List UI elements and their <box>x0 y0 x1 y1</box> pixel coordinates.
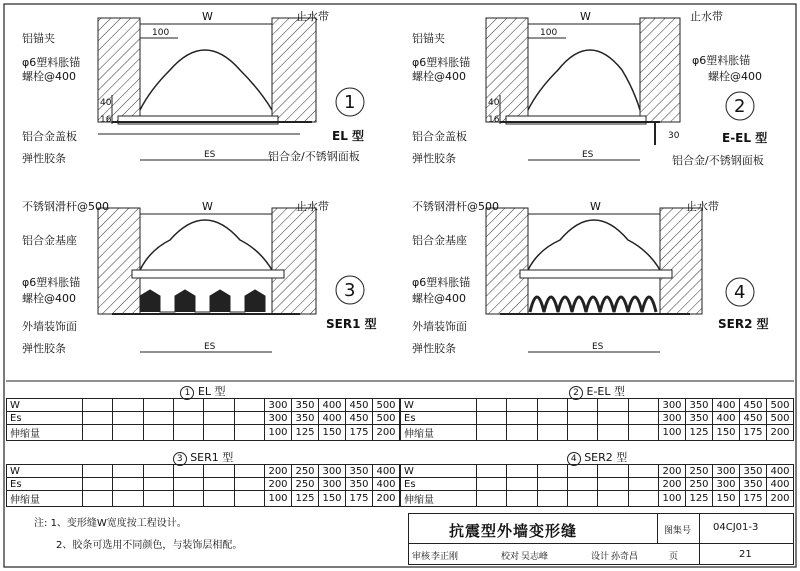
label-base: 铝合金基座 <box>22 234 77 247</box>
empty-cell <box>507 491 537 507</box>
label-anchor: φ6塑料胀锚 <box>412 56 471 69</box>
circle-number: 4 <box>734 282 746 303</box>
empty-cell <box>113 478 143 491</box>
dim-es: ES <box>204 150 216 160</box>
value-cell: 400 <box>767 478 794 491</box>
diagram-el <box>98 18 364 160</box>
value-cell: 250 <box>686 465 713 478</box>
value-cell: 450 <box>740 412 767 425</box>
value-cell: 200 <box>373 491 400 507</box>
value-cell: 400 <box>319 399 346 412</box>
note-text: 1、变形缝W宽度按工程设计。 <box>50 518 187 529</box>
value-cell: 500 <box>767 412 794 425</box>
design-name: 孙奇昌 <box>611 552 639 562</box>
title-text: SER2 型 <box>584 451 628 464</box>
value-cell: 400 <box>373 478 400 491</box>
label-bolt: 螺栓@400 <box>412 292 466 305</box>
empty-cell <box>628 425 658 441</box>
empty-cell <box>83 399 113 412</box>
atlas-number: 04CJ01-3 <box>713 522 759 533</box>
type-label: SER2 型 <box>718 317 769 331</box>
empty-cell <box>113 465 143 478</box>
title-text: EL 型 <box>197 385 226 398</box>
empty-cell <box>173 412 203 425</box>
spec-table-eel <box>400 398 794 441</box>
empty-cell <box>537 399 567 412</box>
table-row <box>7 399 400 412</box>
label-bolt: 螺栓@400 <box>22 70 76 83</box>
table-row <box>401 425 794 441</box>
value-cell: 200 <box>767 491 794 507</box>
dim-40: 40 <box>488 98 500 108</box>
empty-cell <box>234 425 264 441</box>
empty-cell <box>173 399 203 412</box>
dim-16: 16 <box>488 115 500 125</box>
value-cell: 150 <box>713 425 740 441</box>
diagram-eel <box>486 18 754 160</box>
label-anchor: φ6塑料胀锚 <box>412 276 471 289</box>
label-panel: 铝合金/不锈钢面板 <box>672 154 764 167</box>
empty-cell <box>204 399 234 412</box>
value-cell: 300 <box>713 465 740 478</box>
empty-cell <box>143 465 173 478</box>
empty-cell <box>628 412 658 425</box>
label-waterstop: 止水带 <box>686 200 719 213</box>
empty-cell <box>598 478 628 491</box>
value-cell: 300 <box>319 478 346 491</box>
dim-w: W <box>202 200 213 213</box>
waterstop <box>140 50 272 110</box>
empty-cell <box>567 399 597 412</box>
empty-cell <box>537 478 567 491</box>
table-row <box>401 491 794 507</box>
empty-cell <box>537 412 567 425</box>
table-row <box>401 465 794 478</box>
atlas-label: 图集号 <box>664 526 692 536</box>
circle-number: 1 <box>344 92 356 113</box>
page-label: 页 <box>669 552 679 562</box>
empty-cell <box>204 465 234 478</box>
value-cell: 300 <box>713 478 740 491</box>
base-rail <box>132 270 284 278</box>
row-label: W <box>401 465 477 478</box>
review-name: 李正刚 <box>431 552 459 562</box>
table-row <box>401 399 794 412</box>
row-label: W <box>7 399 83 412</box>
notes <box>34 513 242 557</box>
empty-cell <box>204 478 234 491</box>
label-waterstop: 止水带 <box>690 10 723 23</box>
design-label: 设计 <box>591 552 610 562</box>
empty-cell <box>234 412 264 425</box>
table-row <box>7 478 400 491</box>
label-rod: 不锈钢滑杆@500 <box>22 200 109 213</box>
dim-w: W <box>590 200 601 213</box>
dim-es: ES <box>582 150 594 160</box>
value-cell: 200 <box>767 425 794 441</box>
empty-cell <box>173 465 203 478</box>
circle-number: 3 <box>344 280 356 301</box>
empty-cell <box>537 491 567 507</box>
empty-cell <box>143 412 173 425</box>
label-anchor: φ6塑料胀锚 <box>22 276 81 289</box>
label-panel: 铝合金/不锈钢面板 <box>268 150 360 163</box>
row-label: Es <box>7 412 83 425</box>
value-cell: 200 <box>659 478 686 491</box>
value-cell: 200 <box>373 425 400 441</box>
empty-cell <box>507 425 537 441</box>
drawing-title: 抗震型外墙变形缝 <box>449 522 578 540</box>
value-cell: 125 <box>686 491 713 507</box>
label-facing: 外墙装饰面 <box>22 320 77 333</box>
value-cell: 125 <box>686 425 713 441</box>
value-cell: 175 <box>740 491 767 507</box>
review-label: 审核 <box>412 552 431 562</box>
value-cell: 300 <box>265 399 292 412</box>
value-cell: 150 <box>319 491 346 507</box>
value-cell: 100 <box>659 491 686 507</box>
signature-row <box>409 543 793 566</box>
row-label: Es <box>401 478 477 491</box>
empty-cell <box>628 399 658 412</box>
empty-cell <box>537 425 567 441</box>
empty-cell <box>83 425 113 441</box>
value-cell: 250 <box>292 465 319 478</box>
label-rod: 不锈钢滑杆@500 <box>412 200 499 213</box>
label-strip: 弹性胶条 <box>412 152 456 165</box>
empty-cell <box>567 425 597 441</box>
dim-w: W <box>580 10 591 23</box>
empty-cell <box>234 399 264 412</box>
table-row <box>7 465 400 478</box>
empty-cell <box>83 491 113 507</box>
empty-cell <box>477 478 507 491</box>
type-label: E-EL 型 <box>722 131 768 145</box>
value-cell: 175 <box>346 491 373 507</box>
empty-cell <box>628 478 658 491</box>
divider <box>657 514 658 543</box>
empty-cell <box>477 465 507 478</box>
dim-es: ES <box>592 342 604 352</box>
waterstop <box>528 50 640 110</box>
title-block <box>408 513 794 565</box>
value-cell: 100 <box>265 425 292 441</box>
empty-cell <box>83 465 113 478</box>
label-strip: 弹性胶条 <box>22 342 66 355</box>
row-label: Es <box>7 478 83 491</box>
empty-cell <box>598 425 628 441</box>
value-cell: 400 <box>319 412 346 425</box>
empty-cell <box>204 425 234 441</box>
value-cell: 100 <box>265 491 292 507</box>
value-cell: 175 <box>346 425 373 441</box>
value-cell: 350 <box>686 412 713 425</box>
empty-cell <box>477 491 507 507</box>
table-row <box>401 478 794 491</box>
label-facing: 外墙装饰面 <box>412 320 467 333</box>
value-cell: 300 <box>659 412 686 425</box>
empty-cell <box>567 412 597 425</box>
label-waterstop: 止水带 <box>296 10 329 23</box>
empty-cell <box>113 412 143 425</box>
base-rail <box>520 270 672 278</box>
dim-100: 100 <box>152 28 170 38</box>
value-cell: 350 <box>740 478 767 491</box>
value-cell: 350 <box>292 399 319 412</box>
label-strip: 弹性胶条 <box>412 342 456 355</box>
row-label: 伸缩量 <box>7 425 83 441</box>
empty-cell <box>477 412 507 425</box>
value-cell: 250 <box>292 478 319 491</box>
wall-left <box>98 208 140 314</box>
note-1 <box>34 513 242 535</box>
value-cell: 400 <box>767 465 794 478</box>
note-2 <box>34 535 242 557</box>
type-label: EL 型 <box>332 129 365 143</box>
value-cell: 200 <box>265 478 292 491</box>
empty-cell <box>173 478 203 491</box>
value-cell: 450 <box>740 399 767 412</box>
empty-cell <box>567 491 597 507</box>
value-cell: 150 <box>713 491 740 507</box>
note-text: 2、胶条可选用不同颜色，与装饰层相配。 <box>56 540 243 551</box>
value-cell: 300 <box>319 465 346 478</box>
wall-left <box>486 208 528 314</box>
row-label: Es <box>401 412 477 425</box>
label-clip: 铝锚夹 <box>412 32 445 45</box>
row-label: 伸缩量 <box>401 491 477 507</box>
empty-cell <box>598 491 628 507</box>
value-cell: 300 <box>659 399 686 412</box>
value-cell: 500 <box>767 399 794 412</box>
row-label: 伸缩量 <box>401 425 477 441</box>
label-bolt-right: 螺栓@400 <box>708 70 762 83</box>
notes-prefix: 注: <box>34 518 48 529</box>
empty-cell <box>598 465 628 478</box>
value-cell: 250 <box>686 478 713 491</box>
check-label: 校对 <box>501 552 520 562</box>
empty-cell <box>507 478 537 491</box>
row-label: W <box>401 399 477 412</box>
type-label: SER1 型 <box>326 317 377 331</box>
title-text: SER1 型 <box>190 451 234 464</box>
empty-cell <box>507 412 537 425</box>
empty-cell <box>113 491 143 507</box>
value-cell: 350 <box>346 478 373 491</box>
spec-table-el <box>6 398 400 441</box>
empty-cell <box>113 399 143 412</box>
dim-30: 30 <box>668 131 680 141</box>
circle-number: 2 <box>734 96 746 117</box>
empty-cell <box>477 425 507 441</box>
waterstop <box>140 220 272 270</box>
check-name: 吴志峰 <box>521 552 549 562</box>
dim-100: 100 <box>540 28 558 38</box>
empty-cell <box>234 465 264 478</box>
value-cell: 125 <box>292 491 319 507</box>
rubber-strip <box>140 290 265 312</box>
dim-es: ES <box>204 342 216 352</box>
empty-cell <box>598 399 628 412</box>
empty-cell <box>567 465 597 478</box>
label-base: 铝合金基座 <box>412 234 467 247</box>
value-cell: 400 <box>713 399 740 412</box>
waterstop <box>528 220 660 270</box>
empty-cell <box>477 399 507 412</box>
table-row <box>7 412 400 425</box>
empty-cell <box>507 399 537 412</box>
dim-40: 40 <box>100 98 112 108</box>
value-cell: 200 <box>265 465 292 478</box>
label-cover: 铝合金盖板 <box>412 130 467 143</box>
title-number: 1 <box>180 386 194 400</box>
value-cell: 500 <box>373 412 400 425</box>
spec-table-ser2 <box>400 464 794 507</box>
empty-cell <box>173 491 203 507</box>
row-label: W <box>7 465 83 478</box>
empty-cell <box>83 478 113 491</box>
table-row <box>7 491 400 507</box>
diagram-ser1 <box>98 208 364 352</box>
empty-cell <box>567 478 597 491</box>
dim-w: W <box>202 10 213 23</box>
page-number: 21 <box>739 549 752 560</box>
empty-cell <box>628 465 658 478</box>
dim-16: 16 <box>100 115 112 125</box>
value-cell: 350 <box>686 399 713 412</box>
empty-cell <box>113 425 143 441</box>
value-cell: 400 <box>713 412 740 425</box>
empty-cell <box>507 465 537 478</box>
value-cell: 100 <box>659 425 686 441</box>
diagram-ser2 <box>486 208 754 352</box>
empty-cell <box>173 425 203 441</box>
empty-cell <box>143 425 173 441</box>
title-text: E-EL 型 <box>586 385 625 398</box>
wall-right <box>660 208 702 314</box>
rubber-strip <box>530 297 656 312</box>
empty-cell <box>83 412 113 425</box>
empty-cell <box>204 412 234 425</box>
value-cell: 125 <box>292 425 319 441</box>
value-cell: 350 <box>346 465 373 478</box>
label-anchor: φ6塑料胀锚 <box>22 56 81 69</box>
wall-right <box>272 18 316 122</box>
title-number: 2 <box>569 386 583 400</box>
label-bolt: 螺栓@400 <box>412 70 466 83</box>
value-cell: 350 <box>292 412 319 425</box>
empty-cell <box>234 491 264 507</box>
value-cell: 350 <box>740 465 767 478</box>
label-cover: 铝合金盖板 <box>22 130 77 143</box>
value-cell: 175 <box>740 425 767 441</box>
value-cell: 150 <box>319 425 346 441</box>
label-anchor-right: φ6塑料胀锚 <box>692 54 751 67</box>
empty-cell <box>234 478 264 491</box>
empty-cell <box>143 399 173 412</box>
empty-cell <box>143 491 173 507</box>
wall-right <box>272 208 316 314</box>
value-cell: 450 <box>346 412 373 425</box>
title-number: 4 <box>567 452 581 466</box>
empty-cell <box>537 465 567 478</box>
empty-cell <box>628 491 658 507</box>
value-cell: 500 <box>373 399 400 412</box>
empty-cell <box>598 412 628 425</box>
table-row <box>401 412 794 425</box>
label-bolt: 螺栓@400 <box>22 292 76 305</box>
label-clip: 铝锚夹 <box>22 32 55 45</box>
label-waterstop: 止水带 <box>296 200 329 213</box>
value-cell: 300 <box>265 412 292 425</box>
row-label: 伸缩量 <box>7 491 83 507</box>
value-cell: 400 <box>373 465 400 478</box>
spec-table-ser1 <box>6 464 400 507</box>
table-row <box>7 425 400 441</box>
empty-cell <box>204 491 234 507</box>
empty-cell <box>143 478 173 491</box>
value-cell: 200 <box>659 465 686 478</box>
label-strip: 弹性胶条 <box>22 152 66 165</box>
title-number: 3 <box>173 452 187 466</box>
value-cell: 450 <box>346 399 373 412</box>
wall-right <box>640 18 680 122</box>
